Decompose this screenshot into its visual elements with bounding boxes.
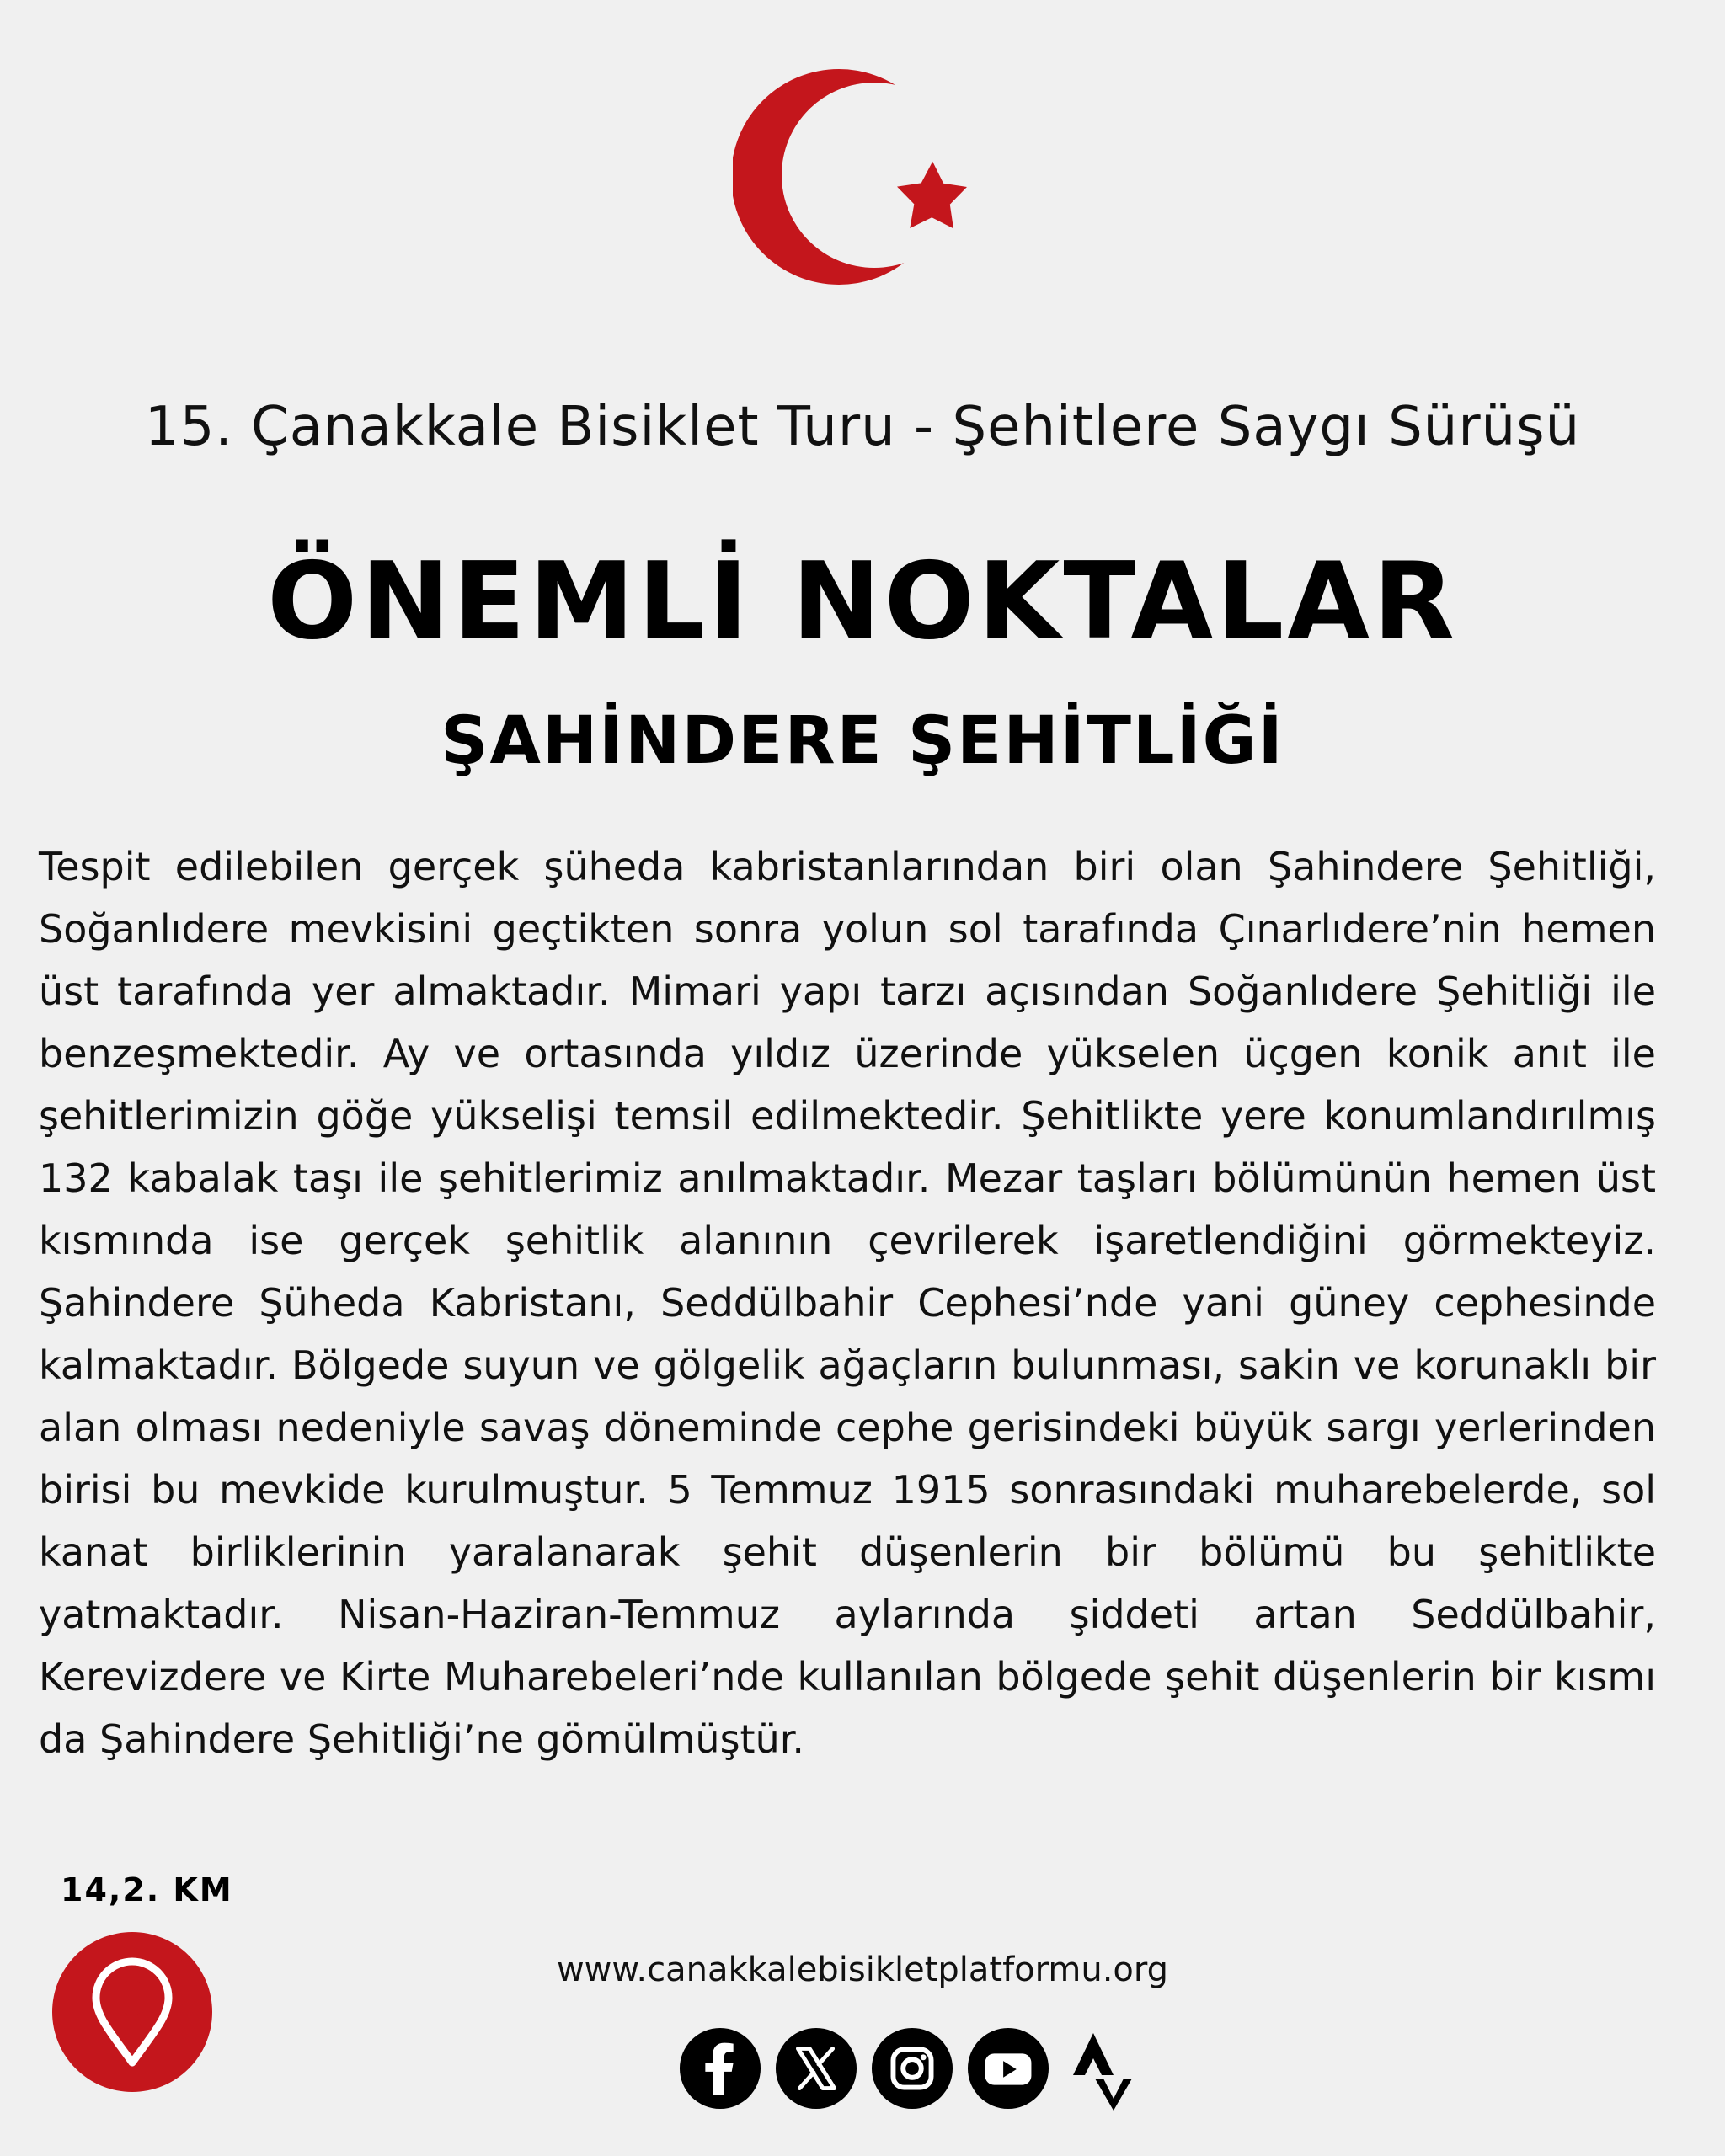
instagram-icon[interactable] <box>871 2027 953 2110</box>
strava-icon[interactable] <box>1066 2026 1134 2111</box>
facebook-icon[interactable] <box>679 2027 761 2110</box>
crescent-star-icon <box>733 69 1019 288</box>
distance-label: 14,2. KM <box>61 1871 233 1908</box>
event-subtitle: 15. Çanakkale Bisiklet Turu - Şehitlere Saygı Sürüşü <box>144 396 1581 458</box>
page-title: ÖNEMLİ NOKTALAR <box>267 539 1458 663</box>
description-paragraph: Tespit edilebilen gerçek şüheda kabristanlarından biri olan Şahindere Şehitliği, Soğanlıdere mevkisini geçtikten sonra yolun sol tarafında Çınarlıdere’nin hemen üst tarafında yer almaktadır. Mimari yapı tarzı açısından Soğanlıdere Şehitliği ile benzeşmektedir. Ay ve ortasında yıldız üzerinde yükselen üçgen konik anıt ile şehitlerimizin göğe yükselişi temsil edilmektedir. Şehitlikte yere konumlandırılmış 132 kabalak taşı ile şehitlerimiz anılmaktadır. Mezar taşları bölümünün hemen üst kısmında ise gerçek şehitlik alanının çevrilerek işaretlendiğini görmekteyiz. Şahindere Şüheda Kabristanı, Seddülbahir Cephesi’nde yani güney cephesinde kalmaktadır. Bölgede suyun ve gölgelik ağaçların bulunması, sakin ve korunaklı bir alan olması nedeniyle savaş döneminde cephe gerisindeki büyük sargı yerlerinden birisi bu mevkide kurulmuştur. 5 Temmuz 1915 sonrasındaki muharebelerde, sol kanat birliklerinin yaralanarak şehit düşenlerin bir bölümü bu şehitlikte yatmaktadır. Nisan-Haziran-Temmuz aylarında şiddeti artan Seddülbahir, Kerevizdere ve Kirte Muharebeleri’nde kullanılan bölgede şehit düşenlerin bir kısmı da Şahindere Şehitliği’ne gömülmüştür. <box>39 844 1656 1762</box>
section-title: ŞAHİNDERE ŞEHİTLİĞİ <box>441 703 1284 779</box>
social-links <box>679 2026 1134 2111</box>
x-icon[interactable] <box>775 2027 857 2110</box>
youtube-icon[interactable] <box>967 2027 1049 2110</box>
website-link[interactable]: www.canakkalebisikletplatformu.org <box>556 1951 1169 1989</box>
